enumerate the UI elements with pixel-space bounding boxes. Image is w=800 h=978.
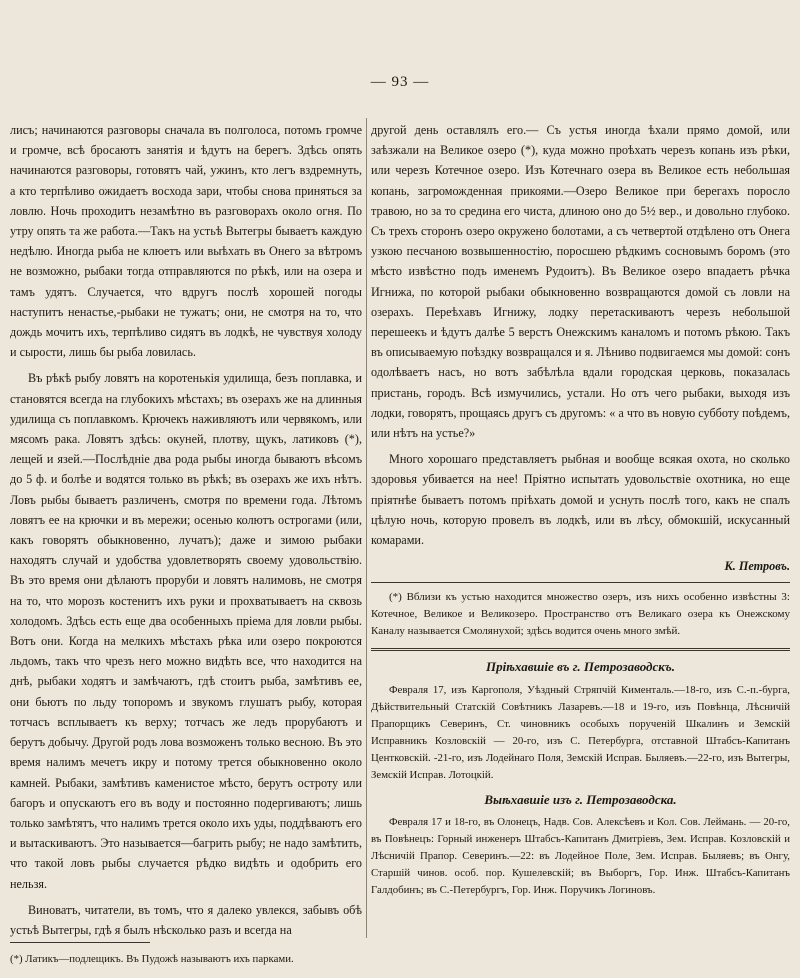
departures-title: Выѣхавшіе изъ г. Петрозаводска. <box>484 791 677 807</box>
section-divider <box>371 648 790 651</box>
arrivals-list: Февраля 17, изъ Каргополя, Уѣздный Стряпчій Кименталь.—18-го, изъ С.-п.-бурга, Дѣйствительный Статскій Совѣтникъ Лазаревъ.—18 и 19-го, изъ Повѣнца, Лѣсничій Прапорщикъ Северинъ, Ст. чиновникъ особыхъ порученій Шкалинъ и Земскій Исправникъ Козловскій — 20-го, изъ С. Петербурга, отставной Штабсъ-Капитанъ Центковскій. -21-го, изъ Лодейнаго Поля, Земскій Исправ. Быляевъ.—22-го, изъ Вытегры, Земскій Исправ. Лотоцкій. <box>371 683 790 781</box>
footnote-left: (*) Латикъ—подлещикъ. Въ Пудожѣ называютъ ихъ парками. <box>10 953 294 965</box>
paragraph: другой день оставлялъ его.— Съ устья иногда ѣхали прямо домой, или заѣзжали на Великое озеро (*), куда можно проѣхать черезъ копань изъ рѣки, или черезъ Котечное озеро. Изъ Котечнаго озера въ Великое есть небольшая копань, загроможденная прикоями.—Озеро Великое при берегахъ поросло травою, но за то средина его чиста, длиною оно до 5½ вер., и довольно глубоко. Съ трехъ сторонъ озеро окружено болотами, а съ четвертой отдѣлено отъ Онега узкою песчаною возвышенностію, поросшею рѣдкимъ сосновымъ боромъ (это мѣсто извѣстно подъ именемъ Рудоитъ). Въ Великое озеро впадаетъ рѣчка Игнижа, по которой рыбаки обыкновенно возвращаются домой съ ловли на озерахъ. Переѣхавъ Игнижу, лодку перетаскиваютъ черезъ небольшой перешеекъ и ѣдутъ далѣе 5 верстъ Онежскимъ каналомъ и потомъ рѣкою. Такъ въ описываемую поѣздку возвращался и я. Лѣниво подвигаемся мы домой: сонъ одолѣваетъ насъ, но вотъ забѣлѣла вдали городская церковь, показалась пристань, городъ. Всѣ измучились, устали. Но отъ чего рыбаки, выходя изъ лодки, говорятъ, прощаясь другъ съ другомъ: « а что въ новую субботу поѣдемъ, или нѣтъ на устье?» <box>371 123 790 441</box>
page-number: — 93 — <box>370 74 430 90</box>
author-signature: К. Петровъ. <box>724 559 790 574</box>
paragraph: Много хорошаго представляетъ рыбная и вообще всякая охота, но сколько здоровья убивается на нее! Пріятно испытать удовольствіе охотника, но еще пріятнѣе бываетъ потомъ пріѣхать домой и уснуть послѣ того, какъ не спалъ цѣлую ночь, которую провелъ въ лодкѣ, или въ лѣсу, обмокшій, искусанный комарами. <box>371 452 790 548</box>
paragraph: лисъ; начинаются разговоры сначала въ полголоса, потомъ громче и громче, всѣ бросаютъ занятія и ѣдутъ на берегъ. Здѣсь опять начинаются разговоры, готовятъ чай, ужинъ, кто легъ вздремнуть, а кто терпѣливо ожидаетъ восхода зари, чтобы снова приняться за ловлю. Ночь проходитъ незамѣтно въ разговорахъ около огня. По утру опять та же работа.—Такъ на устьѣ Вытегры бываетъ каждую недѣлю. Иногда рыба не клюетъ или выѣхать въ Онего за вѣтромъ не возможно, рыбаки тогда отправляются по рѣкѣ, или на озера и тамъ удятъ. Случается, что вдругъ послѣ хорошей погоды наступитъ ненастье,-рыбаки не тужатъ; они, не смотря на то, что дождь мочитъ ихъ, терпѣливо сидятъ въ лодкѣ, не чувствуя холоду и сырости, лишь бы рыба ловилась. <box>10 123 362 360</box>
paragraph: Въ рѣкѣ рыбу ловятъ на коротенькія удилища, безъ поплавка, и становятся всегда на глубокихъ мѣстахъ; въ озерахъ же на длинныя удилища съ поплавкомъ. Крючекъ наживляютъ или червякомъ, или мясомъ рака. Ловятъ здѣсь: окуней, плотву, щукъ, латиковъ (*), лещей и язей.—Послѣдніе два рода рыбы иногда бываютъ вѣсомъ до 5 ф. и болѣе и водятся только въ рѣкѣ; въ озерахъ же ихъ нѣтъ. Ловъ рыбы бываетъ различенъ, смотря по времени года. Лѣтомъ ловятъ ее на крючки и въ мережи; осенью колютъ острогами (или, какъ говорятъ обыкновенно, лучатъ); даже и зимою рыбаки находятъ случай и удобства удовлетворять своему удовольствію. Въ это время они дѣлаютъ проруби и ловятъ налимовъ, не смотря на то, что морозъ костенитъ ихъ руки и прохватываетъ на сквозь холодомъ. Здѣсь есть еще два особенныхъ пріема для ловли рыбы. Вотъ они. Когда на мелкихъ мѣстахъ рѣка или озеро покроются льдомъ, такъ что чрезъ него можно видѣть все, что находится на днѣ, рыбаки ходятъ и замѣчаютъ, гдѣ стоитъ рыба, замѣтивъ ее, они бьютъ по льду топоромъ и звукомъ глушатъ рыбу, которая тотчасъ всплываетъ къ верху; тотчасъ же ледъ прорубаютъ и берутъ добычу. Другой родъ лова возможенъ только весною. Въ это время налимъ мечетъ икру и потому трется обыкновенно около камней. Рыбаки, замѣтивъ каменистое мѣсто, берутъ остроту или багоръ и опускаютъ его въ воду и постоянно подергиваютъ; лишь только замѣтятъ, что налимъ трется около ихъ уды, поддѣваютъ его и вытаскиваютъ. Это называется—багрить рыбу; не надо замѣтить, что такой ловъ рыбы случается рѣдко видѣть и одобрить его нельзя. <box>10 371 362 891</box>
left-column <box>10 120 362 940</box>
column-divider <box>366 118 367 938</box>
footnote-right: (*) Вблизи къ устью находится множество озеръ, изъ нихъ особенно извѣстны 3: Котечное, Великое и Великозеро. Пространство отъ Великаго озера къ Онежскому Каналу называется Смолянухой; здѣсь водится очень много змѣй. <box>371 591 790 638</box>
divider-rule <box>371 582 790 583</box>
footnote-rule <box>10 942 150 943</box>
departures-list: Февраля 17 и 18-го, въ Олонецъ, Надв. Сов. Алексѣевъ и Кол. Сов. Леймань. — 20-го, въ Повѣнецъ: Горный инженеръ Штабсъ-Капитанъ Дмитріевъ, Зем. Исправ. Козловскій и Лѣсничій Прапор. Северинъ.—22: въ Лодейное Поле, Зем. Исправ. Быляевъ; въ Онгу, Старшій чинов. особ. пор. Кушелевскій; въ Выборгъ, Гор. Инж. Штабсъ-Капитанъ Галдобинъ; въ С.-Петербургъ, Гор. Инж. Поручикъ Логиновъ. <box>371 815 790 896</box>
right-column <box>371 120 790 970</box>
arrivals-title: Пріѣхавшіе въ г. Петрозаводскъ. <box>486 659 675 675</box>
paragraph: Виноватъ, читатели, въ томъ, что я далеко увлекся, забывъ обѣ устьѣ Вытегры, гдѣ я былъ нѣсколько разъ и всегда на <box>10 902 362 937</box>
